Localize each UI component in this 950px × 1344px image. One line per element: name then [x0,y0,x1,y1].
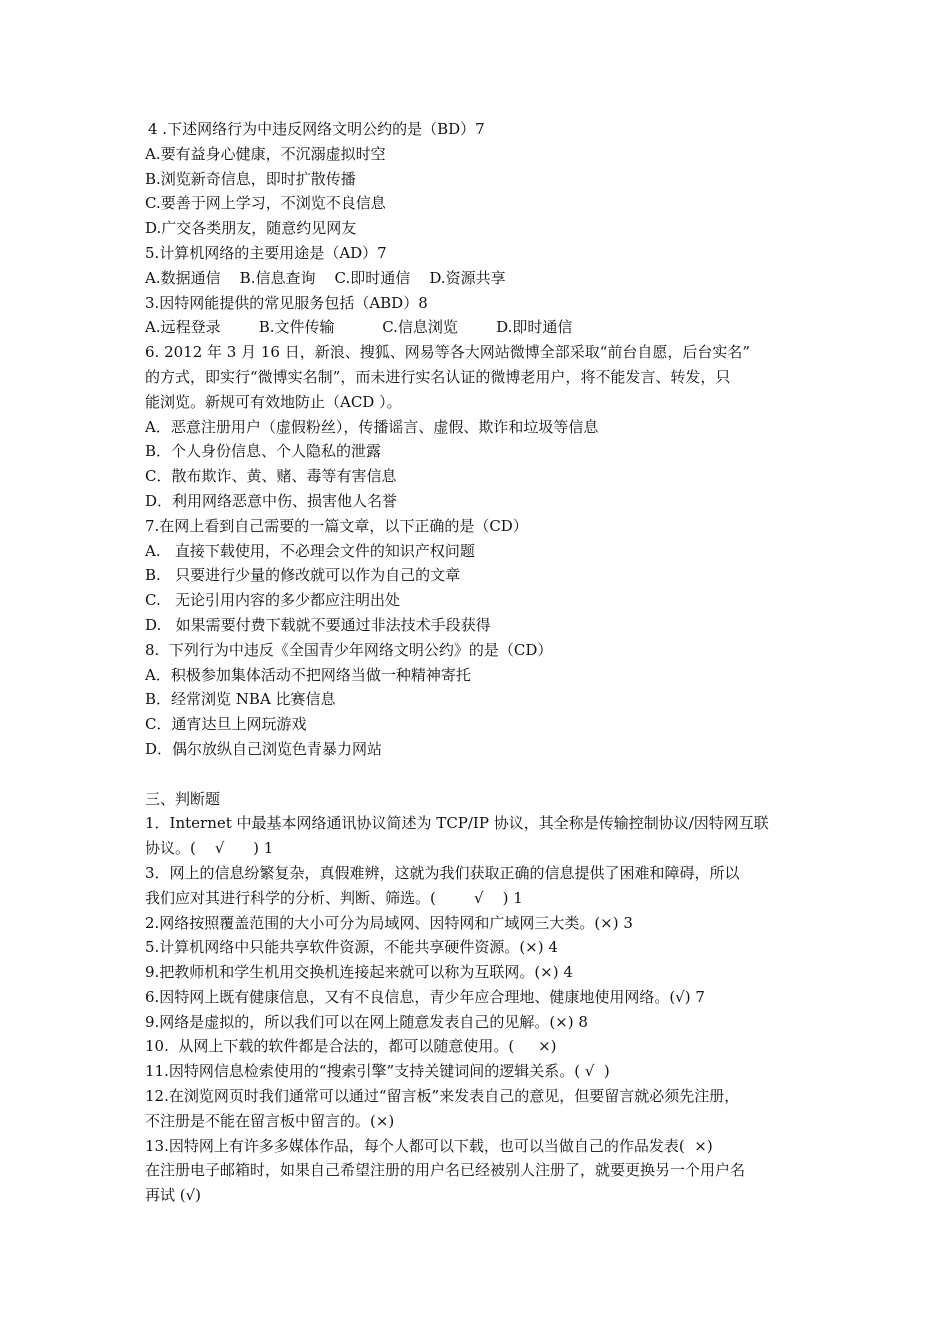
judgment-3-line-2: 我们应对其进行科学的分析、判断、筛选。( √ ) 1 [145,888,523,907]
question-6-stem-line-1: 6. 2012 年 3 月 16 日，新浪、搜狐、网易等各大网站微博全部采取“前台自愿，后台实名” [145,343,751,362]
question-8-option-c: C．通宵达旦上网玩游戏 [145,715,307,734]
judgment-5: 5.计算机网络中只能共享软件资源，不能共享硬件资源。(×) 4 [145,938,558,957]
judgment-9a: 9.把教师机和学生机用交换机连接起来就可以称为互联网。(×) 4 [145,963,573,982]
question-7-option-a: A. 直接下载使用，不必理会文件的知识产权问题 [145,541,475,560]
question-6-option-d: D．利用网络恶意中伤、损害他人名誉 [145,491,398,510]
question-7-stem: 7.在网上看到自己需要的一篇文章，以下正确的是（CD） [145,516,528,535]
question-8-option-a: A．积极参加集体活动不把网络当做一种精神寄托 [145,665,471,684]
question-4-option-b: B.浏览新奇信息，即时扩散传播 [145,169,356,188]
question-7-option-b: B. 只要进行少量的修改就可以作为自己的文章 [145,566,461,585]
question-7-option-c: C. 无论引用内容的多少都应注明出处 [145,591,401,610]
judgment-6: 6.因特网上既有健康信息，又有不良信息，青少年应合理地、健康地使用网络。(√) 7 [145,987,705,1006]
question-5-options: A.数据通信 B.信息查询 C.即时通信 D.资源共享 [145,268,506,287]
judgment-email-line-1: 在注册电子邮箱时，如果自己希望注册的用户名已经被别人注册了，就要更换另一个用户名 [145,1161,746,1180]
question-3-options: A.远程登录 B.文件传输 C.信息浏览 D.即时通信 [145,318,573,337]
question-6-stem-line-2: 的方式，即实行“微博实名制”，而未进行实名认证的微博老用户，将不能发言、转发，只 [145,367,731,386]
question-6-option-a: A．恶意注册用户（虚假粉丝），传播谣言、虚假、欺诈和垃圾等信息 [145,417,599,436]
judgment-13: 13.因特网上有许多多媒体作品，每个人都可以下载，也可以当做自己的作品发表( ×) [145,1136,713,1155]
question-6-option-c: C．散布欺诈、黄、赌、毒等有害信息 [145,467,397,486]
judgment-9b: 9.网络是虚拟的，所以我们可以在网上随意发表自己的见解。(×) 8 [145,1012,588,1031]
question-8-option-d: D．偶尔放纵自己浏览色青暴力网站 [145,739,383,758]
section-heading-judgment: 三、判断题 [145,789,221,808]
judgment-3-line-1: 3．网上的信息纷繁复杂，真假难辨，这就为我们获取正确的信息提供了困难和障碍，所以 [145,863,740,882]
judgment-12-line-2: 不注册是不能在留言板中留言的。(×) [145,1111,395,1130]
judgment-11: 11.因特网信息检索使用的“搜索引擎”支持关键词间的逻辑关系。( √ ) [145,1062,610,1081]
judgment-12-line-1: 12.在浏览网页时我们通常可以通过“留言板”来发表自己的意见，但要留言就必须先注册， [145,1087,740,1106]
judgment-email-line-2: 再试 (√) [145,1186,202,1205]
question-4-option-d: D.广交各类朋友，随意约见网友 [145,219,357,238]
question-4-stem: 4 .下述网络行为中违反网络文明公约的是（BD）7 [148,120,485,138]
question-6-option-b: B．个人身份信息、个人隐私的泄露 [145,442,382,461]
judgment-2: 2.网络按照覆盖范围的大小可分为局域网、因特网和广域网三大类。(×) 3 [145,913,633,932]
judgment-1-line-2: 协议。( √ ) 1 [145,839,274,858]
blank-line [145,762,810,787]
question-4-option-c: C.要善于网上学习，不浏览不良信息 [145,194,386,213]
judgment-10: 10. 从网上下载的软件都是合法的，都可以随意使用。( ×) [145,1037,557,1056]
question-8-stem: 8. 下列行为中违反《全国青少年网络文明公约》的是（CD） [145,640,553,659]
question-5-stem: 5.计算机网络的主要用途是（AD）7 [145,243,387,262]
question-7-option-d: D. 如果需要付费下载就不要通过非法技术手段获得 [145,615,491,634]
question-6-stem-line-3: 能浏览。新规可有效地防止（ACD ）。 [145,392,402,411]
judgment-1-line-1: 1．Internet 中最基本网络通讯协议简述为 TCP/IP 协议，其全称是传输控制协议/因特网互联 [145,814,769,833]
question-8-option-b: B．经常浏览 NBA 比赛信息 [145,690,336,709]
question-3-stem: 3.因特网能提供的常见服务包括（ABD）8 [145,293,428,312]
question-4-option-a: A.要有益身心健康，不沉溺虚拟时空 [145,144,386,163]
document-body [145,117,810,1208]
